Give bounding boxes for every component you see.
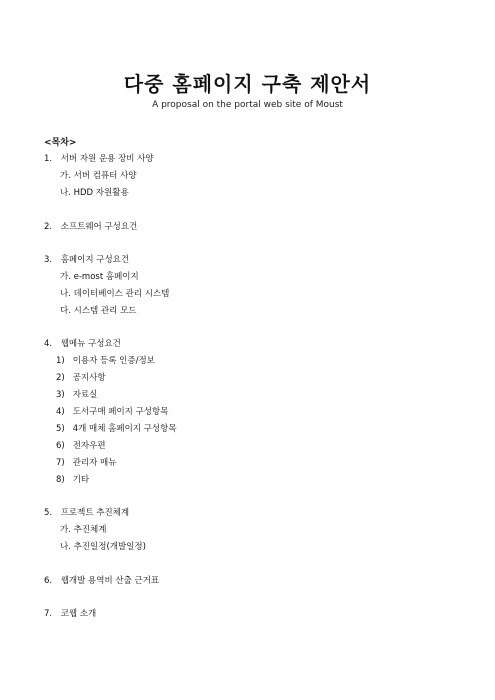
toc-label: 4개 매체 홈페이지 구성항목 [72,424,177,434]
toc-label: 서버 컴퓨터 사양 [73,171,137,181]
toc-item [44,337,121,349]
toc-label: 홈페이지 구성요건 [60,255,130,265]
toc-heading: <목차> [44,138,77,148]
toc-subitem [60,270,139,282]
toc-subitem [56,473,89,485]
toc-item [44,253,129,265]
toc-subitem [60,304,137,316]
toc-subitem [56,439,106,451]
toc-label: 서버 자원 운용 장비 사양 [60,154,154,164]
toc-number: 가. [60,171,71,181]
toc-number: 다. [60,306,71,316]
toc-number: 나. [60,188,71,198]
toc-label: 공지사항 [72,373,106,383]
toc-subitem [56,422,177,434]
toc-subitem [56,456,116,468]
toc-label: 추진일정(개발일정) [73,542,146,552]
toc-number: 가. [60,525,71,535]
toc-number: 6) [56,441,65,451]
document-subtitle: A proposal on the portal web site of Moust [152,100,343,110]
toc-number: 4. [44,339,53,349]
toc-label: 전자우편 [72,441,106,451]
toc-label: 소프트웨어 구성요건 [60,222,138,232]
toc-number: 8) [56,475,65,485]
toc-number: 가. [60,272,71,282]
toc-number: 2. [44,222,53,232]
toc-label: 추진체계 [73,525,107,535]
toc-number: 1. [44,154,53,164]
toc-label: e-most 홈페이지 [73,272,139,282]
toc-label: 자료실 [72,390,98,400]
toc-number: 6. [44,576,53,586]
toc-label: 시스템 관리 모드 [73,306,137,316]
toc-number: 2) [56,373,65,383]
toc-subitem [60,523,106,535]
toc-subitem [60,169,137,181]
toc-subitem [60,186,129,198]
toc-number: 3) [56,390,65,400]
toc-label: 이용자 등록 인증/정보 [72,356,155,366]
toc-label: 기타 [72,475,90,485]
toc-item [44,607,96,619]
toc-label: 프로젝트 추진체계 [60,508,130,518]
toc-subitem [56,388,97,400]
toc-number: 1) [56,356,65,366]
toc-number: 7. [44,609,53,619]
toc-label: 코웹 소개 [60,609,97,619]
toc-subitem [56,354,155,366]
toc-subitem [60,287,169,299]
toc-subitem [56,405,168,417]
toc-number: 나. [60,542,71,552]
toc-label: 데이터베이스 관리 시스템 [73,289,170,299]
document-title: 다중 홈페이지 구축 제안서 [123,72,372,96]
toc-subitem [56,371,106,383]
toc-number: 나. [60,289,71,299]
toc-item [44,506,129,518]
toc-item [44,152,154,164]
toc-number: 4) [56,407,65,417]
toc-label: 관리자 매뉴 [72,458,117,468]
toc-label: HDD 자원활용 [73,188,129,198]
toc-label: 도서구매 페이지 구성항목 [72,407,169,417]
toc-number: 3. [44,255,53,265]
toc-item [44,574,159,586]
toc-item [44,220,137,232]
toc-subitem [60,540,146,552]
toc-label: 웹메뉴 구성요건 [60,339,121,349]
toc-number: 7) [56,458,65,468]
toc-number: 5) [56,424,65,434]
toc-number: 5. [44,508,53,518]
toc-label: 웹개발 용역비 산출 근거표 [60,576,160,586]
